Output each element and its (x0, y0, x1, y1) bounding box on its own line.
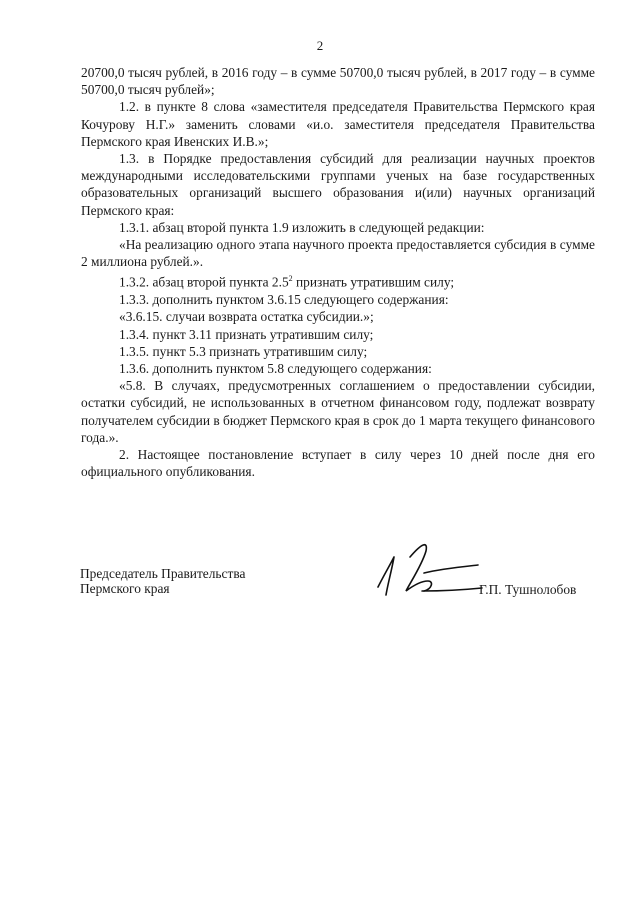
document-body (81, 64, 595, 480)
signatory-title-line2: Пермского края (80, 581, 170, 596)
paragraph-2: 2. Настоящее постановление вступает в силу через 10 дней после дня его официального опубликования. (81, 446, 595, 480)
paragraph-1-3-4: 1.3.4. пункт 3.11 признать утратившим силу; (119, 326, 374, 342)
superscript: 2 (288, 274, 293, 284)
handwritten-signature (370, 535, 490, 605)
paragraph-quote-1-9: «На реализацию одного этапа научного проекта предоставляется субсидия в сумме 2 миллиона рублей.». (81, 237, 595, 270)
paragraph-1-2: 1.2. в пункте 8 слова «заместителя председателя Правительства Пермского края Кочурову Н.Г.» заменить словами «и.о. заместителя председателя Правительства Пермского края Ивенских И.В.»; (81, 99, 595, 149)
signatory-title (80, 566, 245, 596)
paragraph-1-3-5: 1.3.5. пункт 5.3 признать утратившим силу; (119, 343, 368, 359)
paragraph-1-3-6: 1.3.6. дополнить пунктом 5.8 следующего содержания: (119, 360, 432, 376)
paragraph-quote-5-8: «5.8. В случаях, предусмотренных соглашением о предоставлении субсидии, остатки субсидий, не использованных в отчетном финансовом году, подлежат возврату получателем субсидии в бюджет Пермского края в срок до 1 марта текущего финансового года.». (81, 378, 595, 445)
paragraph-1-3-2 (81, 270, 595, 291)
paragraph-1-3: 1.3. в Порядке предоставления субсидий для реализации научных проектов международными исследовательскими группами ученых на базе государственных образовательных организаций высшего образования и(или) научных организаций Пермского края: (81, 151, 595, 218)
paragraph-continuation: 20700,0 тысяч рублей, в 2016 году – в сумме 50700,0 тысяч рублей, в 2017 году – в сумме 50700,0 тысяч рублей»; (81, 65, 595, 98)
signatory-title-line1: Председатель Правительства (80, 566, 246, 581)
paragraph-1-3-2-suffix: признать утратившим силу; (292, 274, 455, 290)
paragraph-1-3-3: 1.3.3. дополнить пунктом 3.6.15 следующего содержания: (119, 292, 449, 308)
paragraph-1-3-2-prefix: 1.3.2. абзац второй пункта 2.5 (119, 274, 289, 290)
page-number: 2 (316, 38, 324, 53)
paragraph-quote-3-6-15: «3.6.15. случаи возврата остатка субсидии.»; (119, 309, 374, 325)
paragraph-1-3-1: 1.3.1. абзац второй пункта 1.9 изложить в следующей редакции: (119, 219, 485, 235)
signatory-name: Г.П. Тушнолобов (479, 582, 577, 597)
